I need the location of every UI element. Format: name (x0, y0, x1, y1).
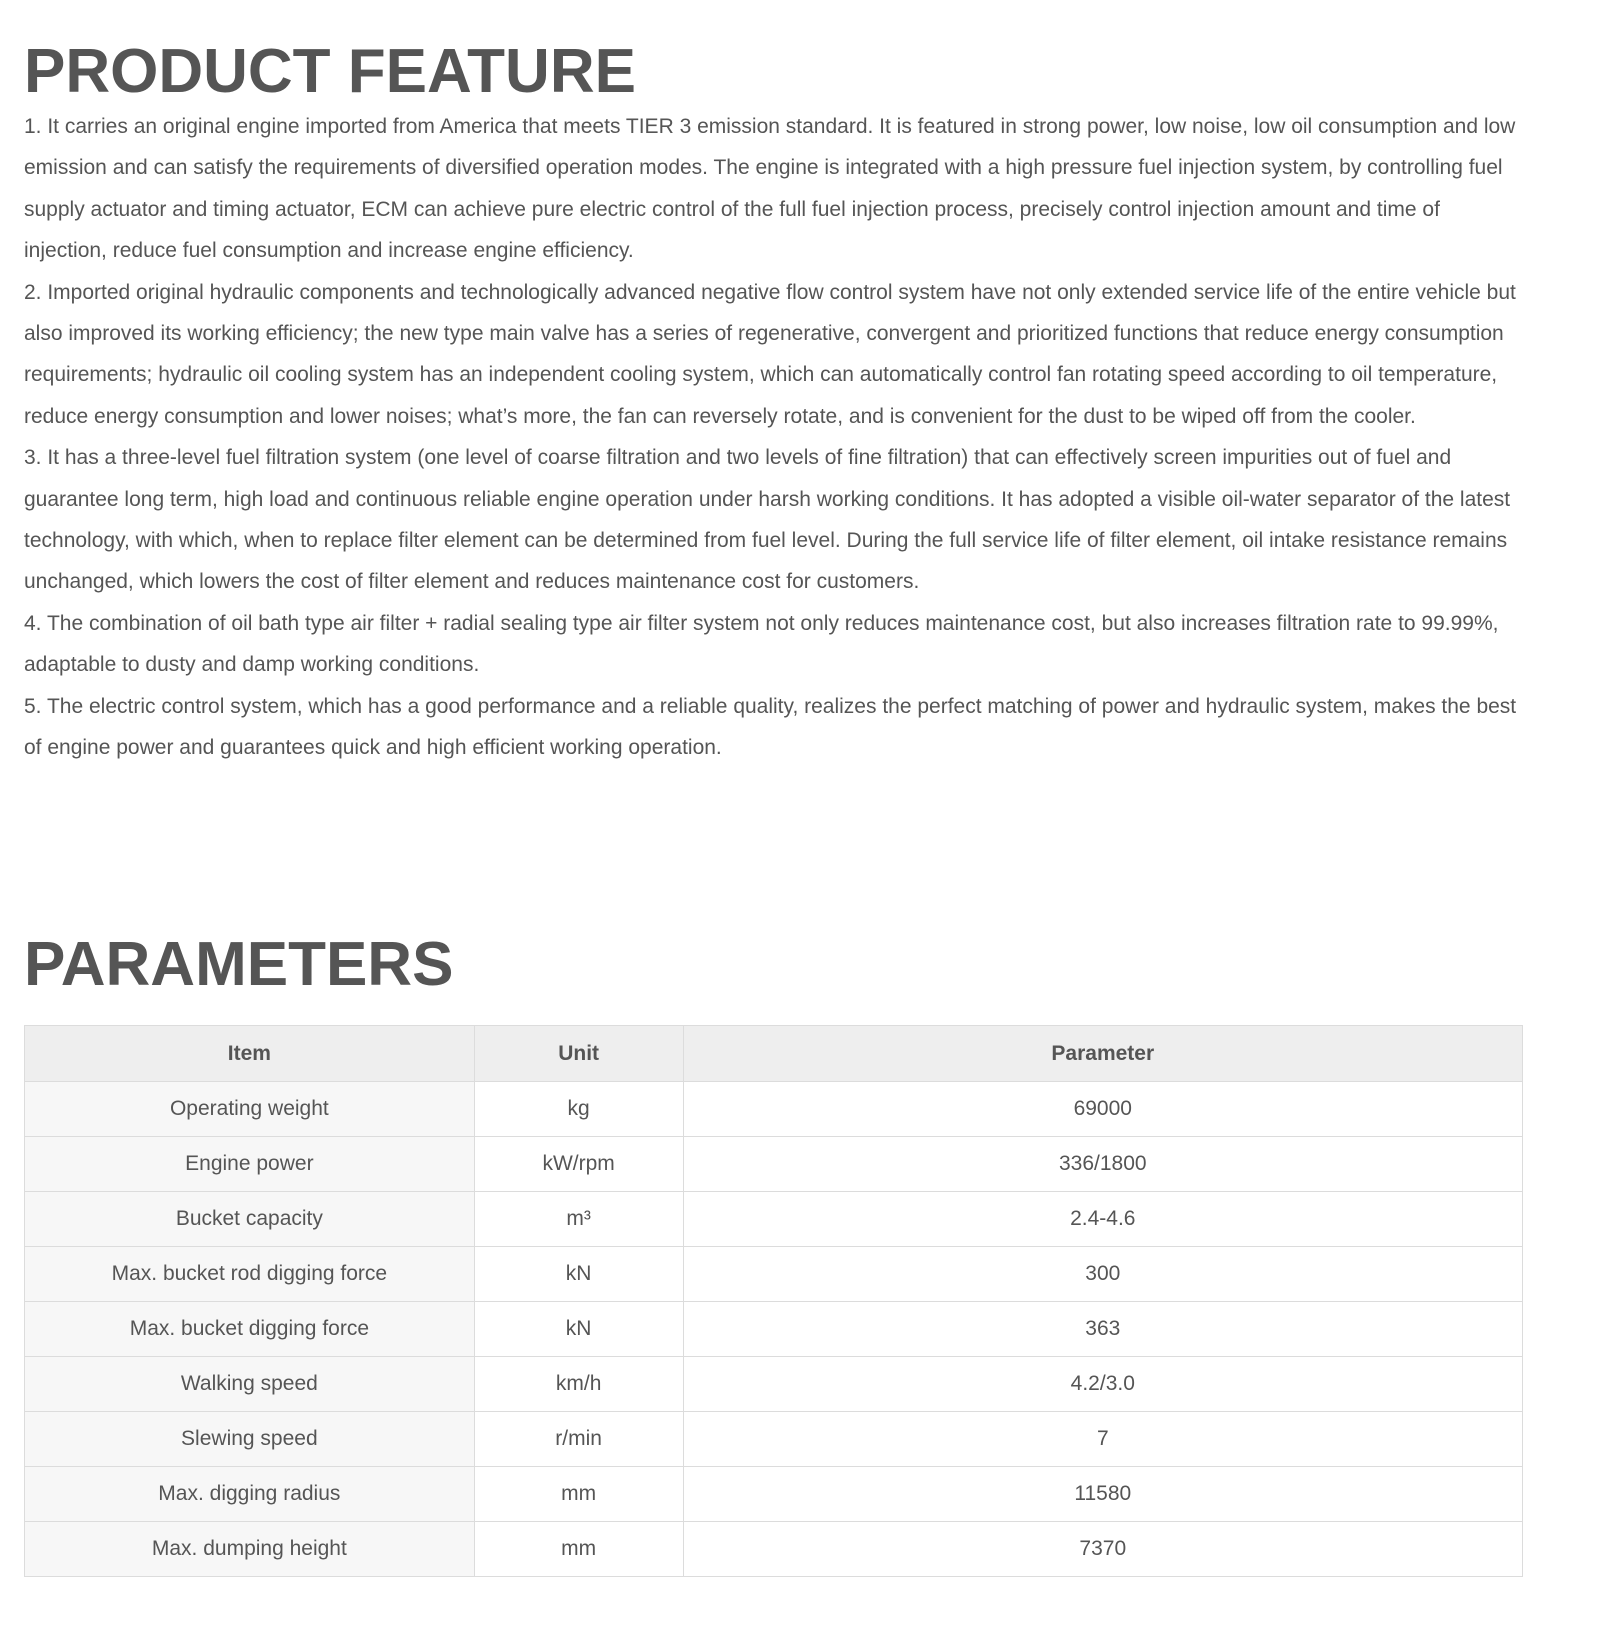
parameters-table (24, 1025, 1523, 1577)
feature-list (24, 106, 1524, 769)
row-unit: kN (474, 1302, 683, 1357)
row-unit: kN (474, 1247, 683, 1302)
feature-item-3: 3. It has a three-level fuel filtration system (one level of coarse filtration and two levels of fine filtration) that can effectively screen impurities out of fuel and guarantee long term, high load and continuous reliable engine operation under harsh working conditions. It has adopted a visible oil-water separator of the latest technology, with which, when to replace filter element can be determined from fuel level. During the full service life of filter element, oil intake resistance remains unchanged, which lowers the cost of filter element and reduces maintenance cost for customers. (24, 446, 1511, 594)
row-value: 336/1800 (683, 1137, 1522, 1192)
row-unit: r/min (474, 1412, 683, 1467)
row-value: 2.4-4.6 (683, 1192, 1522, 1247)
feature-item-5: 5. The electric control system, which has a good performance and a reliable quality, realizes the perfect matching of power and hydraulic system, makes the best of engine power and guarantees quick and high efficient working operation. (24, 694, 1517, 760)
row-value: 7370 (683, 1522, 1522, 1577)
row-item: Max. bucket digging force (25, 1302, 475, 1357)
table-row (25, 1467, 1523, 1522)
row-item: Max. dumping height (25, 1522, 475, 1577)
parameters-title: PARAMETERS (24, 930, 454, 999)
row-unit: mm (474, 1467, 683, 1522)
header-unit: Unit (474, 1026, 683, 1082)
row-unit: kW/rpm (474, 1137, 683, 1192)
feature-item-4: 4. The combination of oil bath type air filter + radial sealing type air filter system not only reduces maintenance cost, but also increases filtration rate to 99.99%, adaptable to dusty and damp working conditions. (24, 611, 1499, 677)
row-item: Max. digging radius (25, 1467, 475, 1522)
header-item: Item (25, 1026, 475, 1082)
table-row (25, 1192, 1523, 1247)
row-value: 7 (683, 1412, 1522, 1467)
table-row (25, 1247, 1523, 1302)
row-item: Max. bucket rod digging force (25, 1247, 475, 1302)
table-row (25, 1082, 1523, 1137)
feature-item-2: 2. Imported original hydraulic components and technologically advanced negative flow control system have not only extended service life of the entire vehicle but also improved its working efficiency; the new type main valve has a series of regenerative, convergent and prioritized functions that reduce energy consumption requirements; hydraulic oil cooling system has an independent cooling system, which can automatically control fan rotating speed according to oil temperature, reduce energy consumption and lower noises; what’s more, the fan can reversely rotate, and is convenient for the dust to be wiped off from the cooler. (24, 280, 1516, 428)
row-item: Bucket capacity (25, 1192, 475, 1247)
table-row (25, 1522, 1523, 1577)
row-unit: mm (474, 1522, 683, 1577)
row-unit: kg (474, 1082, 683, 1137)
row-item: Slewing speed (25, 1412, 475, 1467)
row-value: 4.2/3.0 (683, 1357, 1522, 1412)
table-row (25, 1412, 1523, 1467)
table-header-row (25, 1026, 1523, 1082)
row-item: Engine power (25, 1137, 475, 1192)
row-item: Operating weight (25, 1082, 475, 1137)
table-row (25, 1302, 1523, 1357)
row-value: 300 (683, 1247, 1522, 1302)
feature-item-1: 1. It carries an original engine imported from America that meets TIER 3 emission standard. It is featured in strong power, low noise, low oil consumption and low emission and can satisfy the requirements of diversified operation modes. The engine is integrated with a high pressure fuel injection system, by controlling fuel supply actuator and timing actuator, ECM can achieve pure electric control of the full fuel injection process, precisely control injection amount and time of injection, reduce fuel consumption and increase engine efficiency. (24, 115, 1516, 263)
product-feature-title: PRODUCT FEATURE (24, 37, 636, 106)
table-row (25, 1137, 1523, 1192)
header-parameter: Parameter (683, 1026, 1522, 1082)
table-row (25, 1357, 1523, 1412)
row-value: 69000 (683, 1082, 1522, 1137)
row-item: Walking speed (25, 1357, 475, 1412)
row-value: 363 (683, 1302, 1522, 1357)
row-unit: m³ (474, 1192, 683, 1247)
row-unit: km/h (474, 1357, 683, 1412)
row-value: 11580 (683, 1467, 1522, 1522)
